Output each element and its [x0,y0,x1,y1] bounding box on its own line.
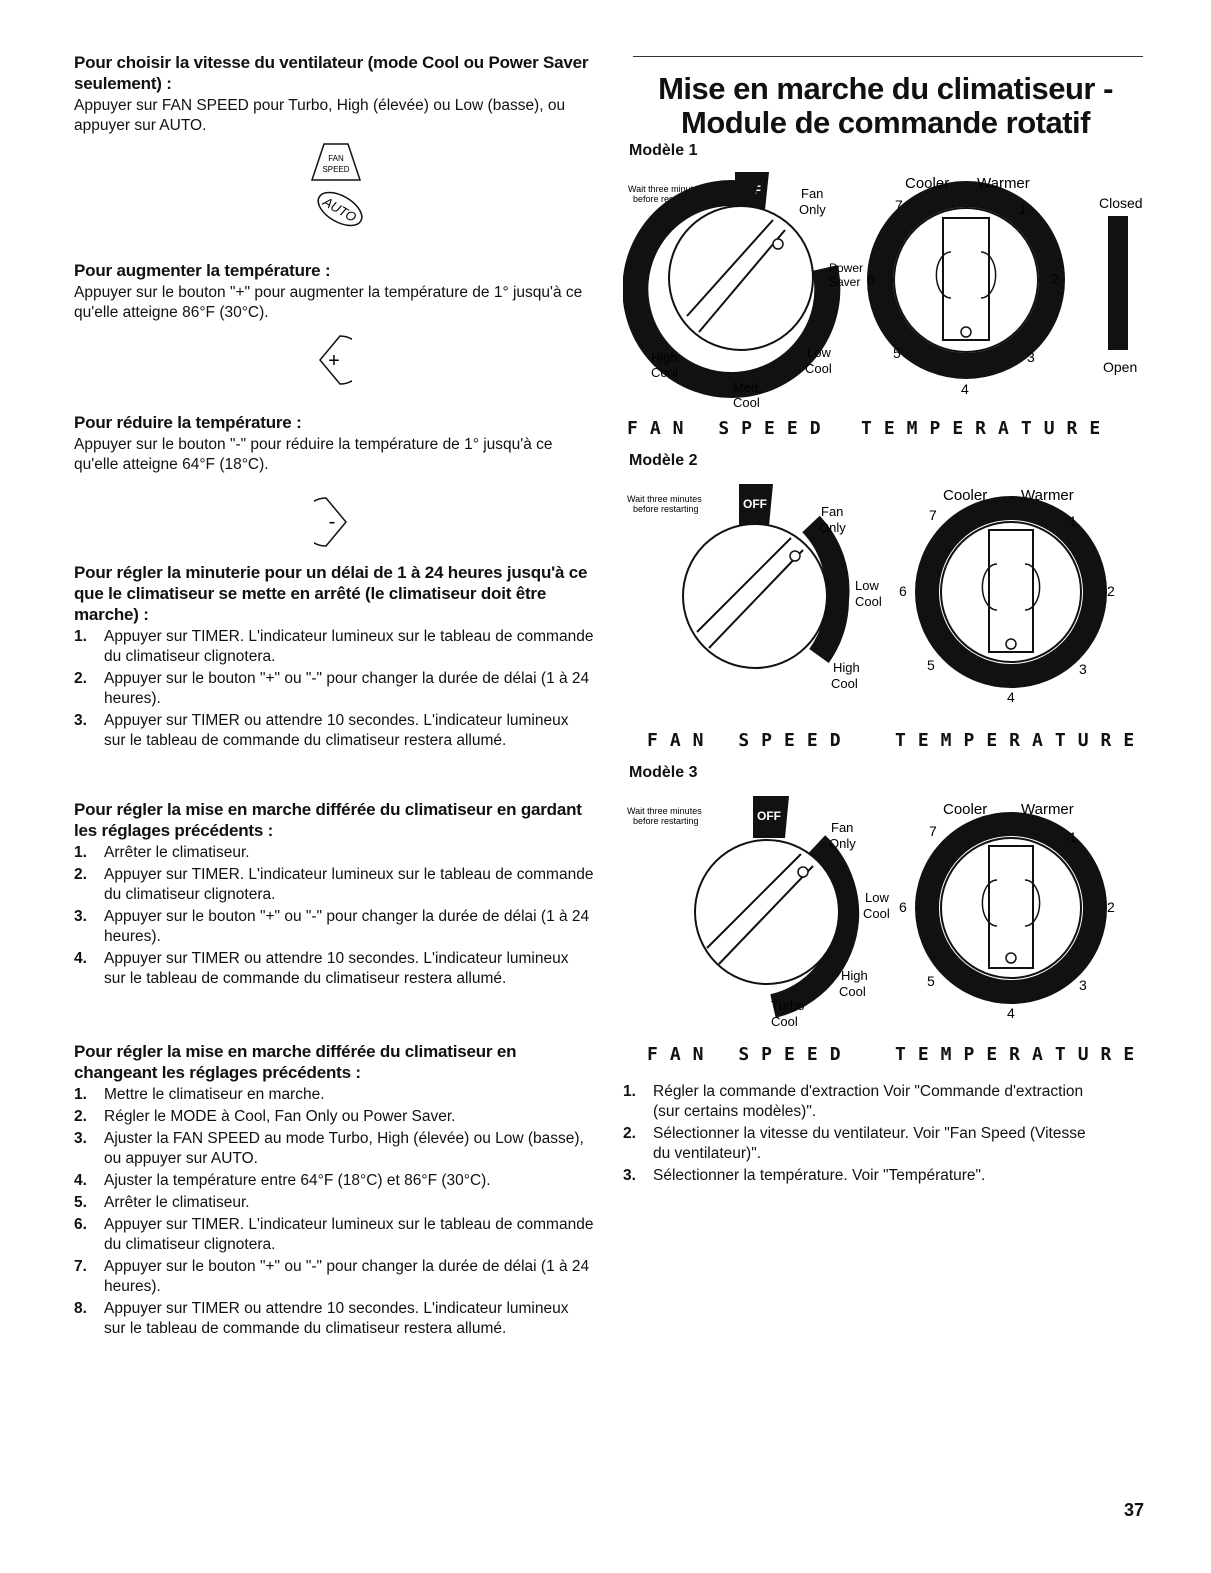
step-number: 5. [74,1194,87,1211]
list-item [623,1166,1103,1186]
delay-keep-steps [74,843,594,989]
m3-high-2: Cool [839,984,866,999]
list-item [74,1215,594,1255]
m2-temp-grip [989,530,1033,652]
m2-high-2: Cool [831,676,858,691]
m2-t5: 5 [927,657,935,673]
m1-t3: 3 [1027,349,1035,365]
m2-fan-only-2: Only [819,520,846,535]
m3-t7: 7 [929,823,937,839]
list-item [74,627,594,667]
m1-wait-2: before restarting [633,194,699,204]
m2-wait-2: before restarting [633,504,699,514]
m3-fan-indicator [798,867,808,877]
m2-t3: 3 [1079,661,1087,677]
step-text: Appuyer sur le bouton "+" ou "-" pour changer la durée de délai (1 à 24 heures). [104,670,590,707]
delay-change-section [74,1041,594,1341]
step-number: 3. [74,712,87,729]
step-number: 2. [623,1125,636,1142]
m2-cooler: Cooler [943,487,988,504]
m3-temperature-label: TEMPERATURE [895,1044,1147,1065]
fan-speed-icon-label-1: FAN [328,154,344,163]
m3-temp-grip [989,846,1033,968]
temp-up-heading: Pour augmenter la température : [74,261,331,280]
temp-up-text: Appuyer sur le bouton "+" pour augmenter la température de 1° jusqu'à ce qu'elle atteigne 86°F (30°C). [74,284,583,321]
m2-t6: 6 [899,583,907,599]
model-2-diagram [623,472,1148,724]
m2-fan-only-1: Fan [821,504,844,519]
model-1-diagram [623,160,1148,422]
m1-t4: 4 [961,381,969,397]
list-item [74,711,594,751]
m3-temp-indicator [1006,953,1016,963]
step-text: Appuyer sur TIMER. L'indicateur lumineux sur le tableau de commande du climatiseur clignotera. [104,866,594,903]
m1-t1: 1 [1019,201,1027,217]
title-line-1: Mise en marche du climatiseur - [658,71,1113,106]
list-item [623,1082,1103,1122]
m1-power-2: Saver [829,275,861,289]
m1-t7: 7 [895,197,903,213]
m3-fan-speed-label: FAN SPEED [647,1044,853,1065]
step-number: 2. [74,670,87,687]
step-number: 3. [623,1167,636,1184]
m2-fan-speed-label: FAN SPEED [647,730,853,751]
step-text: Arrêter le climatiseur. [104,844,250,861]
m3-low-2: Cool [863,906,890,921]
m2-warmer: Warmer [1021,487,1074,504]
m3-off-label: OFF [757,809,781,823]
m1-temp-grip [943,218,989,340]
m1-low-2: Cool [805,361,832,376]
m1-cooler: Cooler [905,175,950,192]
step-text: Ajuster la FAN SPEED au mode Turbo, High (élevée) ou Low (basse), ou appuyer sur AUTO. [104,1130,584,1167]
model-2-label: Modèle 2 [629,452,698,469]
m3-high-1: High [841,968,868,983]
m1-temp-indicator [961,327,971,337]
m2-t7: 7 [929,507,937,523]
timer-off-steps [74,627,594,751]
plus-button-icon [312,332,352,388]
step-number: 1. [74,844,87,861]
page-number: 37 [1123,1500,1144,1520]
step-text: Arrêter le climatiseur. [104,1194,250,1211]
m3-t2: 2 [1107,899,1115,915]
step-number: 1. [74,1086,87,1103]
step-text: Appuyer sur le bouton "+" ou "-" pour changer la durée de délai (1 à 24 heures). [104,1258,590,1295]
timer-off-section [74,562,594,753]
step-number: 6. [74,1216,87,1233]
m1-high-1: High [651,350,678,365]
list-item [623,1124,1103,1164]
plus-icon-label: + [328,350,340,372]
step-text: Mettre le climatiseur en marche. [104,1086,325,1103]
step-text: Appuyer sur TIMER. L'indicateur lumineux sur le tableau de commande du climatiseur clignotera. [104,628,594,665]
m3-fan-only-1: Fan [831,820,854,835]
m1-fan-knob [669,206,813,350]
minus-icon-label: - [328,511,336,533]
temp-down-heading: Pour réduire la température : [74,413,302,432]
m1-open: Open [1103,359,1138,375]
step-number: 4. [74,950,87,967]
temp-down-text: Appuyer sur le bouton "-" pour réduire la température de 1° jusqu'à ce qu'elle atteigne 64°F (18°C). [74,436,553,473]
model-3-diagram [623,784,1148,1040]
list-item [74,1085,594,1105]
delay-keep-section [74,799,594,991]
m2-t1: 1 [1069,513,1077,529]
delay-change-heading: Pour régler la mise en marche différée du climatiseur en changeant les réglages précédents : [74,1042,517,1082]
list-item [74,1257,594,1297]
m2-fan-indicator [790,551,800,561]
step-text: Appuyer sur le bouton "+" ou "-" pour changer la durée de délai (1 à 24 heures). [104,908,590,945]
m1-off-label: OFF [737,183,761,197]
m3-turbo-2: Cool [771,1014,798,1029]
m3-t4: 4 [1007,1005,1015,1021]
step-text: Régler le MODE à Cool, Fan Only ou Power Saver. [104,1108,456,1125]
m1-power-1: Power [829,261,864,275]
step-text: Appuyer sur TIMER. L'indicateur lumineux sur le tableau de commande du climatiseur clignotera. [104,1216,594,1253]
step-number: 3. [74,908,87,925]
m1-warmer: Warmer [977,175,1030,192]
list-item [74,1129,594,1169]
step-text: Appuyer sur TIMER ou attendre 10 secondes. L'indicateur lumineux sur le tableau de commande du climatiseur restera allumé. [104,712,569,749]
step-text: Sélectionner la température. Voir "Température". [653,1167,986,1184]
m1-fan-only-2: Only [799,202,826,217]
delay-keep-heading: Pour régler la mise en marche différée du climatiseur en gardant les réglages précédents : [74,800,582,840]
m1-med-2: Cool [733,395,760,410]
step-number: 8. [74,1300,87,1317]
fan-speed-icon-label-2: SPEED [322,165,350,174]
m2-high-1: High [833,660,860,675]
m1-low-1: Low [807,345,831,360]
m3-turbo-1: Turbo [771,998,805,1013]
m2-t2: 2 [1107,583,1115,599]
m2-wait-1: Wait three minutes [627,494,702,504]
m1-closed: Closed [1099,195,1143,211]
m2-fan-knob [683,524,827,668]
step-number: 7. [74,1258,87,1275]
m1-wait-1: Wait three minutes [628,184,703,194]
m2-low-2: Cool [855,594,882,609]
step-number: 2. [74,1108,87,1125]
list-item [74,1107,594,1127]
step-number: 2. [74,866,87,883]
list-item [74,1299,594,1339]
step-number: 1. [623,1083,636,1100]
m3-wait-1: Wait three minutes [627,806,702,816]
temp-up-section [74,260,594,323]
list-item [74,865,594,905]
m2-t4: 4 [1007,689,1015,705]
temp-down-section [74,412,594,475]
m1-fan-indicator [773,239,783,249]
m3-cooler: Cooler [943,801,988,818]
m2-temp-indicator [1006,639,1016,649]
step-text: Appuyer sur TIMER ou attendre 10 secondes. L'indicateur lumineux sur le tableau de commande du climatiseur restera allumé. [104,950,569,987]
m3-fan-knob [695,840,839,984]
m3-low-1: Low [865,890,889,905]
right-steps [623,1082,1103,1188]
list-item [74,949,594,989]
m3-wait-2: before restarting [633,816,699,826]
m1-vent-bar [1108,216,1128,350]
m1-med-1: Med [733,380,759,395]
timer-off-heading: Pour régler la minuterie pour un délai de 1 à 24 heures jusqu'à ce que le climatiseur se mette en arrêté (le climatiseur doit être marche) : [74,563,588,624]
title-line-2: Module de commande rotatif [681,105,1090,140]
m1-t5: 5 [893,345,901,361]
m1-t2: 2 [1051,271,1059,287]
m1-t6: 6 [867,271,875,287]
step-text: Ajuster la température entre 64°F (18°C) et 86°F (30°C). [104,1172,491,1189]
m1-fan-only-1: Fan [801,186,824,201]
model-3-label: Modèle 3 [629,764,698,781]
list-item [74,669,594,709]
top-rule [633,56,1143,57]
m2-temperature-label: TEMPERATURE [895,730,1147,751]
m3-t5: 5 [927,973,935,989]
fan-speed-section [74,52,594,136]
fan-speed-button-icon [306,140,366,185]
fan-speed-heading: Pour choisir la vitesse du ventilateur (mode Cool ou Power Saver seulement) : [74,53,589,93]
m3-t6: 6 [899,899,907,915]
auto-button-icon [312,190,368,228]
m3-t3: 3 [1079,977,1087,993]
step-number: 1. [74,628,87,645]
list-item [74,1171,594,1191]
step-text: Appuyer sur TIMER ou attendre 10 secondes. L'indicateur lumineux sur le tableau de commande du climatiseur restera allumé. [104,1300,569,1337]
model-1-label: Modèle 1 [629,142,698,159]
step-number: 3. [74,1130,87,1147]
m1-fan-speed-label: FAN SPEED [627,418,833,439]
m3-warmer: Warmer [1021,801,1074,818]
delay-change-steps [74,1085,594,1339]
minus-button-icon [314,494,354,550]
auto-icon-label: AUTO [320,193,360,225]
list-item [74,907,594,947]
m1-temperature-label: TEMPERATURE [861,418,1113,439]
m1-high-2: Cool [651,365,678,380]
list-item [74,1193,594,1213]
m3-t1: 1 [1069,829,1077,845]
step-text: Régler la commande d'extraction Voir "Commande d'extraction (sur certains modèles)". [653,1083,1084,1120]
m2-off-label: OFF [743,497,767,511]
list-item [74,843,594,863]
step-text: Sélectionner la vitesse du ventilateur. Voir "Fan Speed (Vitesse du ventilateur)". [653,1125,1086,1162]
step-number: 4. [74,1172,87,1189]
m3-fan-only-2: Only [829,836,856,851]
fan-speed-text: Appuyer sur FAN SPEED pour Turbo, High (élevée) ou Low (basse), ou appuyer sur AUTO. [74,97,566,134]
section-title [623,72,1148,140]
m2-low-1: Low [855,578,879,593]
